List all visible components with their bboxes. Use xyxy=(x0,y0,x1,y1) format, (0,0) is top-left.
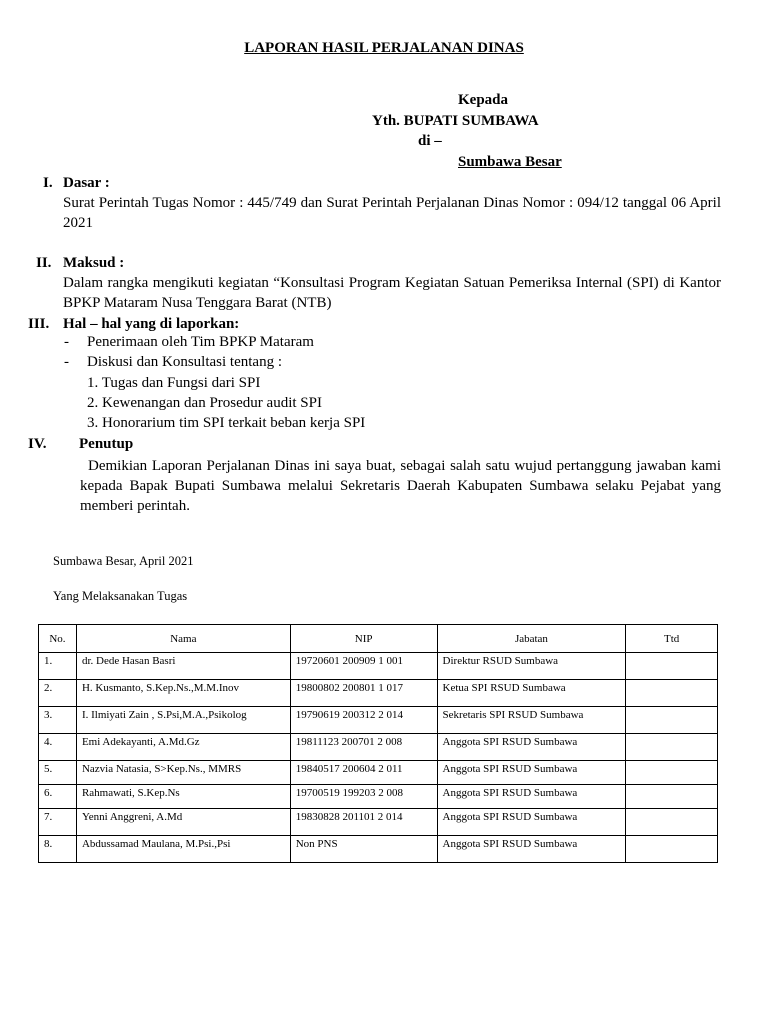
recipient-city: Sumbawa Besar xyxy=(458,154,562,170)
header-no: No. xyxy=(39,625,77,653)
recipient-kepada: Kepada xyxy=(458,92,509,108)
section-1-heading: Dasar : xyxy=(63,175,110,191)
cell-nama: Yenni Anggreni, A.Md xyxy=(76,809,290,836)
table-row xyxy=(39,836,718,863)
cell-no: 5. xyxy=(39,761,77,785)
discussion-topic-2: 2. Kewenangan dan Prosedur audit SPI xyxy=(87,395,322,411)
cell-jabatan: Direktur RSUD Sumbawa xyxy=(437,653,626,680)
header-nip: NIP xyxy=(290,625,437,653)
table-row xyxy=(39,734,718,761)
table-row xyxy=(39,653,718,680)
cell-nip: 19720601 200909 1 001 xyxy=(290,653,437,680)
cell-signature xyxy=(626,761,718,785)
discussion-topic-1: 1. Tugas dan Fungsi dari SPI xyxy=(87,375,261,391)
document-title: LAPORAN HASIL PERJALANAN DINAS xyxy=(244,40,524,56)
reported-item-1: Penerimaan oleh Tim BPKP Mataram xyxy=(87,334,314,350)
cell-jabatan: Anggota SPI RSUD Sumbawa xyxy=(437,734,626,761)
cell-nama: Rahmawati, S.Kep.Ns xyxy=(76,785,290,809)
cell-nip: 19811123 200701 2 008 xyxy=(290,734,437,761)
table-header-row xyxy=(39,625,718,653)
cell-jabatan: Sekretaris SPI RSUD Sumbawa xyxy=(437,707,626,734)
cell-jabatan: Anggota SPI RSUD Sumbawa xyxy=(437,761,626,785)
bullet-dash-1: - xyxy=(64,334,69,350)
recipient-name: Yth. BUPATI SUMBAWA xyxy=(372,113,539,129)
table-row xyxy=(39,785,718,809)
cell-signature xyxy=(626,785,718,809)
bullet-dash-2: - xyxy=(64,354,69,370)
section-2-number: II. xyxy=(36,255,52,271)
section-4-text: Demikian Laporan Perjalanan Dinas ini saya buat, sebagai salah satu wujud pertanggung jawaban kami kepada Bapak Bupati Sumbawa melalui Sekretaris Daerah Kabupaten Sumbawa selaku Pejabat yang memberi perintah. xyxy=(80,458,721,514)
cell-nip: 19790619 200312 2 014 xyxy=(290,707,437,734)
cell-jabatan: Anggota SPI RSUD Sumbawa xyxy=(437,809,626,836)
discussion-topic-3: 3. Honorarium tim SPI terkait beban kerja SPI xyxy=(87,415,366,431)
section-3-number: III. xyxy=(28,316,50,332)
place-date: Sumbawa Besar, April 2021 xyxy=(53,554,194,568)
cell-signature xyxy=(626,680,718,707)
cell-no: 3. xyxy=(39,707,77,734)
table-row xyxy=(39,809,718,836)
header-nama: Nama xyxy=(76,625,290,653)
section-4-number: IV. xyxy=(28,436,47,452)
cell-jabatan: Anggota SPI RSUD Sumbawa xyxy=(437,836,626,863)
cell-nip: 19830828 201101 2 014 xyxy=(290,809,437,836)
cell-nip: Non PNS xyxy=(290,836,437,863)
section-2-heading: Maksud : xyxy=(63,255,125,271)
cell-no: 1. xyxy=(39,653,77,680)
cell-no: 6. xyxy=(39,785,77,809)
section-3-heading: Hal – hal yang di laporkan: xyxy=(63,316,240,332)
table-row xyxy=(39,707,718,734)
section-1-text: Surat Perintah Tugas Nomor : 445/749 dan Surat Perintah Perjalanan Dinas Nomor : 094/12 tanggal 06 April 2021 xyxy=(63,195,721,231)
section-1-number: I. xyxy=(43,175,53,191)
cell-nip: 19700519 199203 2 008 xyxy=(290,785,437,809)
header-jabatan: Jabatan xyxy=(437,625,626,653)
cell-nama: dr. Dede Hasan Basri xyxy=(76,653,290,680)
reported-item-2: Diskusi dan Konsultasi tentang : xyxy=(87,354,282,370)
cell-signature xyxy=(626,653,718,680)
cell-nama: I. Ilmiyati Zain , S.Psi,M.A.,Psikolog xyxy=(76,707,290,734)
signers-label: Yang Melaksanakan Tugas xyxy=(53,589,188,603)
cell-nip: 19840517 200604 2 011 xyxy=(290,761,437,785)
cell-nama: Emi Adekayanti, A.Md.Gz xyxy=(76,734,290,761)
cell-jabatan: Anggota SPI RSUD Sumbawa xyxy=(437,785,626,809)
header-ttd: Ttd xyxy=(626,625,718,653)
cell-signature xyxy=(626,707,718,734)
section-2-text: Dalam rangka mengikuti kegiatan “Konsultasi Program Kegiatan Satuan Pemeriksa Internal (SPI) di Kantor BPKP Mataram Nusa Tenggara Barat (NTB) xyxy=(63,275,721,311)
signers-table xyxy=(38,624,718,863)
cell-nip: 19800802 200801 1 017 xyxy=(290,680,437,707)
recipient-di: di – xyxy=(418,133,442,149)
cell-nama: Nazvia Natasia, S>Kep.Ns., MMRS xyxy=(76,761,290,785)
section-4-heading: Penutup xyxy=(79,436,134,452)
cell-signature xyxy=(626,734,718,761)
cell-no: 4. xyxy=(39,734,77,761)
cell-nama: Abdussamad Maulana, M.Psi.,Psi xyxy=(76,836,290,863)
table-row xyxy=(39,680,718,707)
cell-jabatan: Ketua SPI RSUD Sumbawa xyxy=(437,680,626,707)
cell-no: 2. xyxy=(39,680,77,707)
cell-signature xyxy=(626,809,718,836)
table-row xyxy=(39,761,718,785)
cell-signature xyxy=(626,836,718,863)
cell-no: 7. xyxy=(39,809,77,836)
cell-nama: H. Kusmanto, S.Kep.Ns.,M.M.Inov xyxy=(76,680,290,707)
cell-no: 8. xyxy=(39,836,77,863)
